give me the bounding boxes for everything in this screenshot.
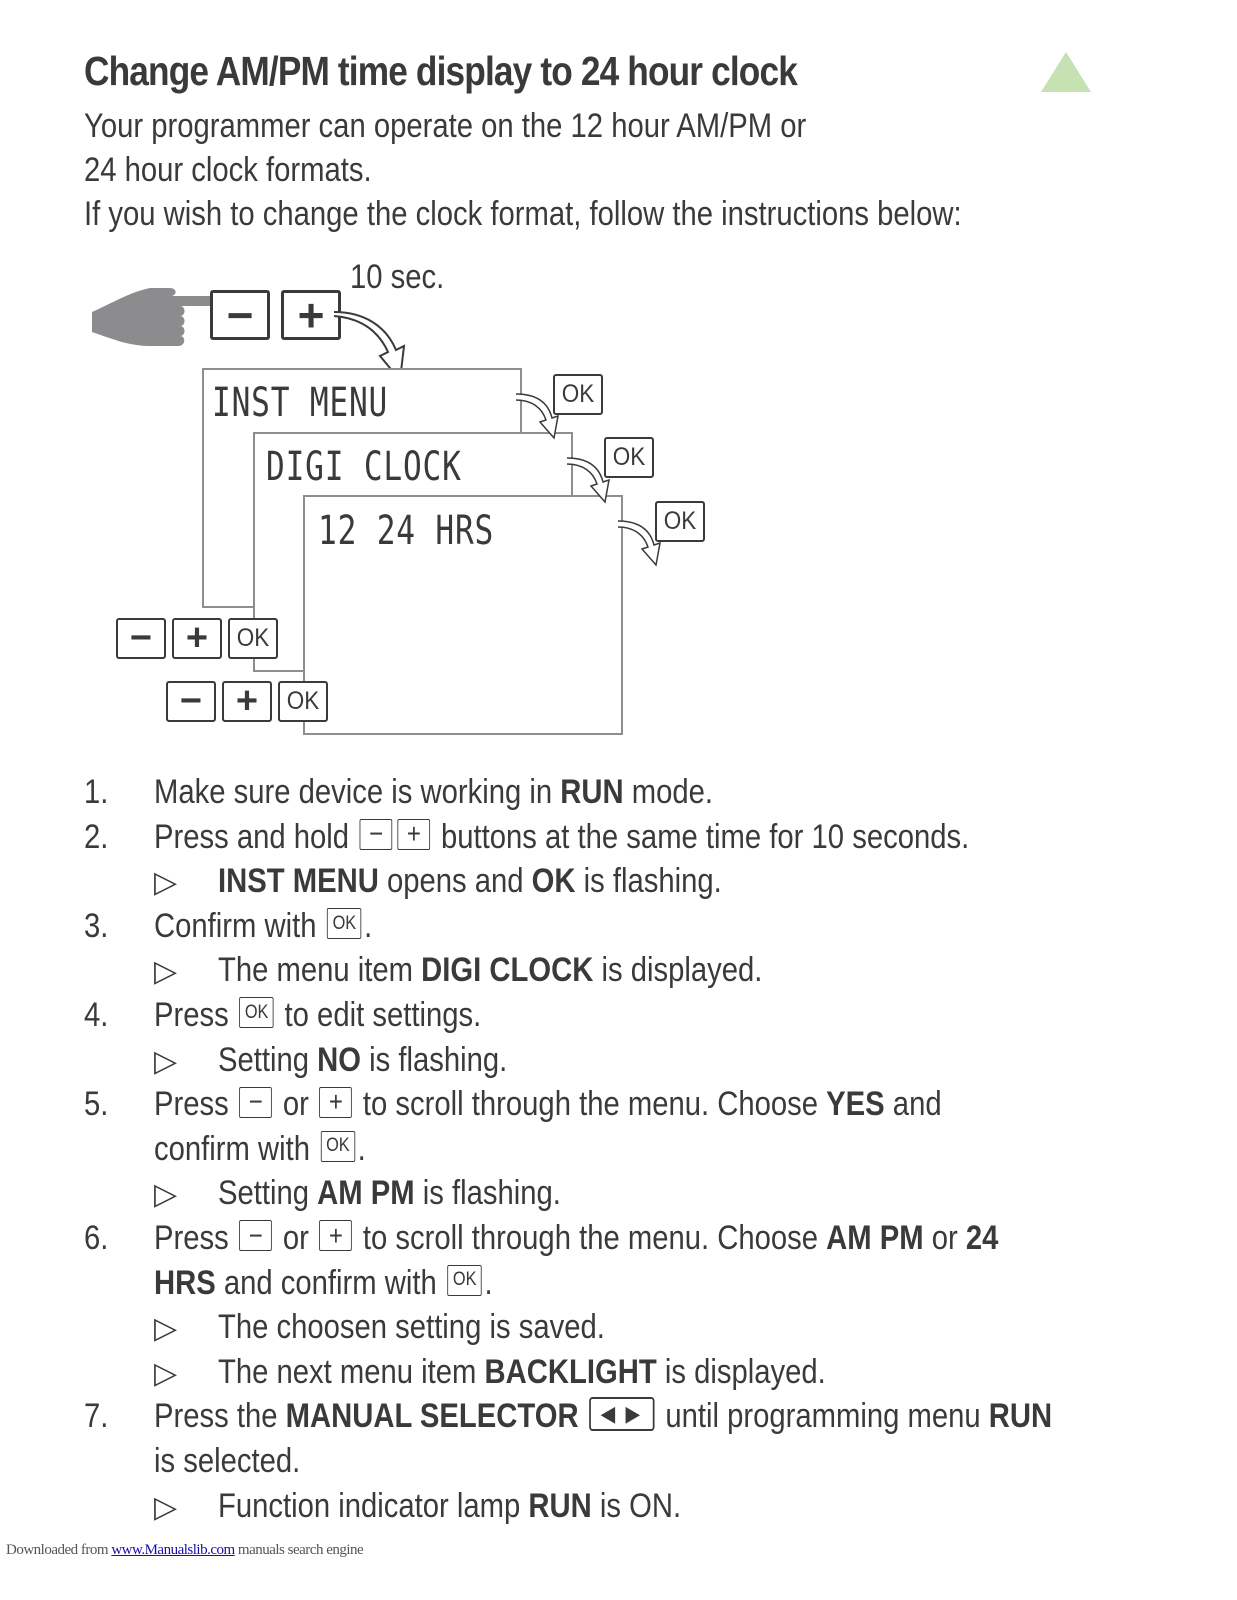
result-arrow-icon: ▷ — [154, 1312, 178, 1346]
step-1 — [84, 770, 1214, 815]
lcd-12-24-hrs: 12 24 HRS — [318, 508, 495, 554]
footer-prefix: Downloaded from — [6, 1542, 112, 1558]
text: Make sure device is working in — [154, 773, 561, 811]
bold-text: BACKLIGHT — [484, 1352, 657, 1391]
text: is ON. — [591, 1486, 682, 1525]
minus-button-inline: − — [239, 1087, 272, 1118]
text: . — [364, 906, 373, 945]
result-arrow-icon: ▷ — [154, 1490, 178, 1524]
bold-text: RUN — [528, 1486, 592, 1525]
bold-text: MANUAL SELECTOR — [285, 1397, 579, 1436]
ok-button-inline: OK — [327, 908, 361, 939]
step-5 — [84, 1082, 1214, 1127]
intro-line-3: If you wish to change the clock format, follow the instructions below: — [84, 195, 962, 233]
text: or — [923, 1218, 966, 1257]
text: opens and — [378, 862, 532, 901]
ok-button[interactable] — [553, 374, 603, 415]
result-text — [218, 948, 762, 993]
ok-button[interactable] — [228, 618, 278, 659]
ok-button-label: OK — [236, 624, 270, 652]
ok-button[interactable] — [604, 437, 654, 478]
text: is flashing. — [361, 1040, 508, 1079]
bold-text: RUN — [560, 773, 624, 811]
ok-button-label: OK — [286, 687, 320, 715]
step-number: 5. — [84, 1085, 109, 1124]
lcd-inst-menu: INST MENU — [212, 380, 389, 426]
text: is displayed. — [656, 1352, 826, 1391]
text: The next menu item — [218, 1352, 485, 1391]
result-text — [218, 1171, 561, 1216]
text: mode. — [623, 773, 714, 811]
ok-button-label: OK — [561, 380, 595, 408]
text: to scroll through the menu. Choose — [354, 1085, 827, 1124]
step-text — [154, 1216, 998, 1261]
plus-button-inline: + — [398, 819, 431, 850]
plus-button-large[interactable]: + — [281, 290, 341, 340]
result-arrow-icon: ▷ — [154, 1178, 178, 1212]
minus-button-large[interactable]: − — [210, 290, 270, 340]
manual-selector-icon: ◀▶ — [589, 1397, 654, 1431]
minus-button-inline: − — [239, 1220, 272, 1251]
step-7-result — [84, 1484, 1214, 1529]
plus-button-inline: + — [320, 1220, 353, 1251]
text: Press — [154, 995, 237, 1034]
text: Setting — [218, 1174, 318, 1213]
lcd-digi-clock: DIGI CLOCK — [266, 444, 462, 490]
step-4-result — [84, 1038, 1214, 1083]
text: confirm with — [154, 1129, 319, 1168]
step-number: 6. — [84, 1218, 109, 1257]
ok-button-label: OK — [663, 507, 697, 535]
result-text: The choosen setting is saved. — [218, 1308, 605, 1347]
result-arrow-icon: ▷ — [154, 1356, 178, 1390]
intro-line-1: Your programmer can operate on the 12 hour AM/PM or — [84, 107, 807, 145]
ok-button-inline: OK — [321, 1131, 355, 1162]
ok-button-label: OK — [612, 443, 646, 471]
step-6-result-1 — [84, 1305, 1214, 1350]
text: Setting — [218, 1040, 318, 1079]
step-6-cont — [84, 1261, 1214, 1306]
text: or — [274, 1085, 317, 1124]
step-text: is selected. — [154, 1441, 301, 1480]
step-2-result — [84, 859, 1214, 904]
text: and confirm with — [215, 1263, 445, 1302]
page-title: Change AM/PM time display to 24 hour clock — [84, 48, 797, 94]
step-6-result-2 — [84, 1350, 1214, 1395]
footer-suffix: manuals search engine — [234, 1542, 364, 1558]
intro-text — [84, 104, 962, 236]
bold-text: DIGI CLOCK — [421, 951, 594, 990]
download-footer — [6, 1542, 363, 1559]
step-text — [154, 1127, 366, 1172]
text: Press — [154, 1085, 237, 1124]
bold-text: HRS — [154, 1263, 216, 1302]
ok-button[interactable] — [278, 681, 328, 722]
text: is flashing. — [575, 862, 722, 901]
text: Function indicator lamp — [218, 1486, 529, 1525]
result-text — [218, 1038, 507, 1083]
text: . — [357, 1129, 366, 1168]
step-text — [154, 993, 481, 1038]
instruction-steps — [84, 770, 1214, 1528]
intro-line-2: 24 hour clock formats. — [84, 151, 372, 189]
text: until programming menu — [657, 1397, 989, 1436]
result-text — [218, 1350, 826, 1395]
result-text — [218, 1484, 681, 1529]
step-number: 1. — [84, 773, 109, 811]
text: Press — [154, 1218, 237, 1257]
step-text — [154, 904, 372, 949]
step-5-cont — [84, 1127, 1214, 1172]
step-text — [154, 770, 713, 815]
minus-button[interactable]: − — [116, 618, 166, 659]
step-text — [154, 1394, 1052, 1439]
text: is flashing. — [414, 1174, 561, 1213]
text: and — [884, 1085, 942, 1124]
step-number: 2. — [84, 817, 109, 856]
step-2 — [84, 815, 1214, 860]
step-text — [154, 815, 969, 860]
text: buttons at the same time for 10 seconds. — [432, 817, 970, 856]
plus-button-inline: + — [320, 1087, 353, 1118]
minus-button[interactable]: − — [166, 681, 216, 722]
text: to edit settings. — [276, 995, 482, 1034]
step-3-result — [84, 948, 1214, 993]
plus-button[interactable]: + — [172, 618, 222, 659]
result-arrow-icon: ▷ — [154, 1044, 178, 1078]
manualslib-link[interactable]: www.Manualslib.com — [111, 1542, 235, 1558]
step-6 — [84, 1216, 1214, 1261]
bold-text: OK — [531, 862, 576, 901]
next-page-triangle-icon[interactable] — [1041, 52, 1091, 94]
text: or — [274, 1218, 317, 1257]
text: Press the — [154, 1397, 286, 1436]
minus-button-inline: − — [360, 819, 393, 850]
text: Confirm with — [154, 906, 325, 945]
step-text — [154, 1082, 942, 1127]
step-5-result — [84, 1171, 1214, 1216]
step-7-cont — [84, 1439, 1214, 1484]
ok-button-inline: OK — [447, 1265, 481, 1296]
hold-duration-label: 10 sec. — [350, 258, 445, 296]
text: Press and hold — [154, 817, 358, 856]
plus-button[interactable]: + — [222, 681, 272, 722]
text: is displayed. — [593, 951, 763, 990]
bold-text: AM PM — [826, 1218, 924, 1257]
ok-button[interactable] — [655, 501, 705, 542]
bold-text: RUN — [988, 1397, 1053, 1436]
step-3 — [84, 904, 1214, 949]
step-text — [154, 1261, 493, 1306]
step-number: 7. — [84, 1397, 109, 1436]
result-text — [218, 859, 722, 904]
bold-text: AM PM — [317, 1174, 415, 1213]
text: to scroll through the menu. Choose — [354, 1218, 827, 1257]
bold-text: NO — [317, 1040, 362, 1079]
result-arrow-icon: ▷ — [154, 955, 178, 989]
text: . — [484, 1263, 493, 1302]
ok-button-inline: OK — [239, 997, 273, 1028]
bold-text: 24 — [965, 1218, 999, 1257]
bold-text: INST MENU — [218, 862, 379, 901]
pointing-hand-icon — [90, 282, 220, 354]
bold-text: YES — [826, 1085, 885, 1124]
step-number: 3. — [84, 906, 109, 945]
step-7 — [84, 1394, 1214, 1439]
step-number: 4. — [84, 995, 109, 1034]
result-arrow-icon: ▷ — [154, 866, 178, 900]
step-4 — [84, 993, 1214, 1038]
text: The menu item — [218, 951, 422, 990]
